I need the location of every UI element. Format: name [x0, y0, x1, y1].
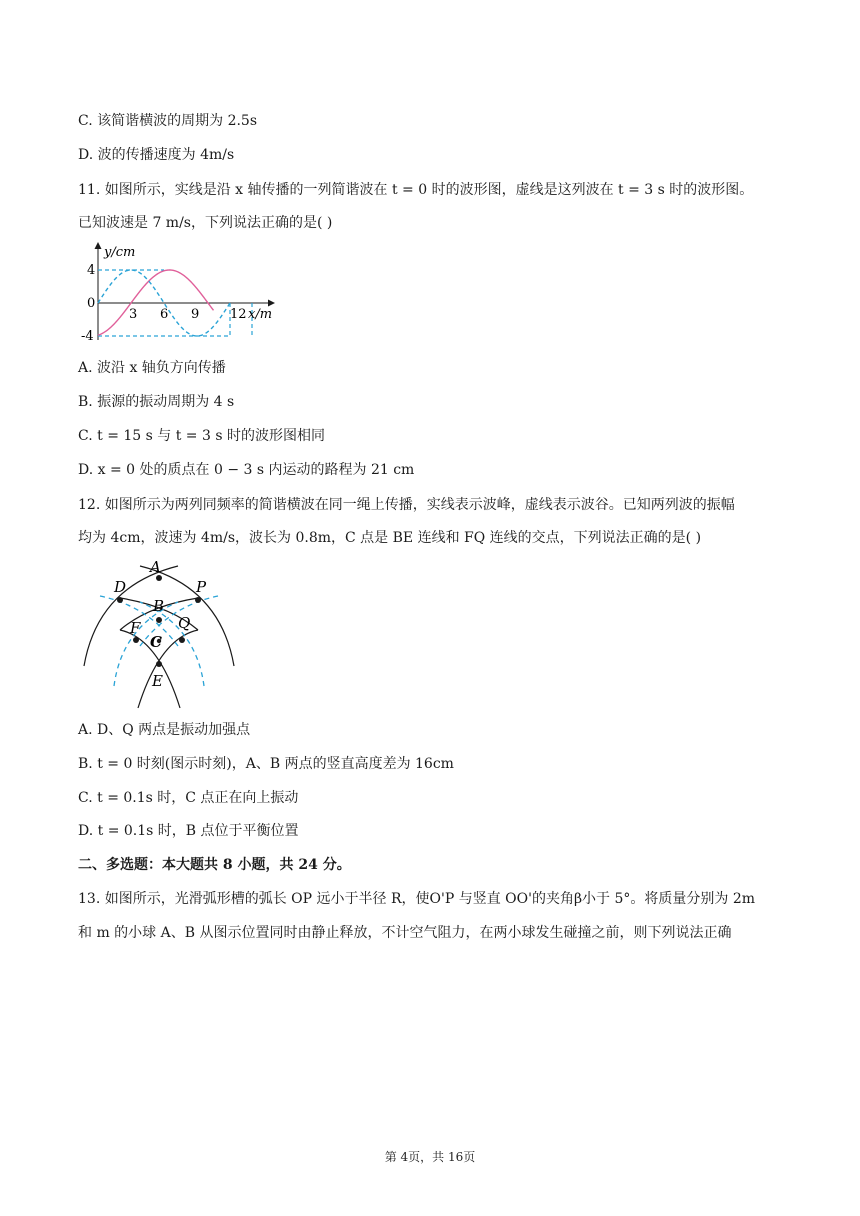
point-Q: [179, 637, 185, 643]
label-D: D: [114, 578, 127, 596]
page-footer: 第 4页，共 16页: [384, 1150, 476, 1164]
x-tick-3: 3: [129, 307, 138, 322]
label-P: P: [196, 578, 207, 596]
q11-option-c: C. t = 15 s 与 t = 3 s 时的波形图相同: [78, 428, 325, 444]
label-F: F: [130, 619, 141, 637]
q10-option-d: D. 波的传播速度为 4m/s: [78, 147, 235, 163]
interference-figure: [78, 556, 248, 710]
point-E: [156, 661, 162, 667]
x-tick-6: 6: [160, 307, 169, 322]
label-B: B: [153, 597, 165, 615]
label-C: C: [150, 633, 162, 651]
q12-option-d: D. t = 0.1s 时，B 点位于平衡位置: [78, 823, 299, 839]
y-tick-neg4: -4: [81, 329, 94, 344]
wave-x-label: x/m: [248, 307, 273, 322]
q12-option-c: C. t = 0.1s 时，C 点正在向上振动: [78, 790, 299, 806]
label-Q: Q: [178, 614, 191, 632]
wave-y-arrow: [95, 242, 102, 249]
q10-option-c: C. 该简谐横波的周期为 2.5s: [78, 113, 258, 129]
q11-option-b: B. 振源的振动周期为 4 s: [78, 394, 235, 410]
point-P: [195, 597, 201, 603]
point-D: [117, 597, 123, 603]
q12-option-b: B. t = 0 时刻(图示时刻)，A、B 两点的竖直高度差为 16cm: [78, 756, 454, 772]
point-F: [133, 637, 139, 643]
q12-stem-line2: 均为 4cm，波速为 4m/s，波长为 0.8m，C 点是 BE 连线和 FQ 连线的交点，下列说法正确的是( ): [78, 530, 702, 546]
x-tick-9: 9: [191, 307, 200, 322]
label-A: A: [150, 558, 161, 576]
q11-stem-line2: 已知波速是 7 m/s，下列说法正确的是( ): [78, 215, 333, 231]
q13-stem-line2: 和 m 的小球 A、B 从图示位置同时由静止释放，不计空气阻力，在两小球发生碰撞之前，则下列说法正确: [78, 925, 732, 941]
wave-figure: [78, 240, 278, 346]
section-heading-multiple-choice: 二、多选题：本大题共 8 小题，共 24 分。: [78, 857, 351, 873]
q11-option-d: D. x = 0 处的质点在 0 − 3 s 内运动的路程为 21 cm: [78, 462, 415, 478]
wave-x-arrow: [268, 300, 275, 307]
wave-y-label: y/cm: [104, 245, 136, 260]
q12-stem-line1: 12. 如图所示为两列同频率的简谐横波在同一绳上传播，实线表示波峰，虚线表示波谷。已知两列波的振幅: [78, 497, 735, 513]
x-tick-12: 12: [230, 307, 247, 322]
y-tick-0: 0: [87, 296, 96, 311]
q13-stem-line1: 13. 如图所示，光滑弧形槽的弧长 OP 远小于半径 R，使O'P 与竖直 OO'的夹角β小于 5°。将质量分别为 2m: [78, 891, 756, 907]
q11-option-a: A. 波沿 x 轴负方向传播: [78, 360, 226, 376]
q12-option-a: A. D、Q 两点是振动加强点: [78, 722, 251, 738]
point-B: [156, 617, 162, 623]
q11-stem-line1: 11. 如图所示，实线是沿 x 轴传播的一列简谐波在 t = 0 时的波形图，虚线是这列波在 t = 3 s 时的波形图。: [78, 182, 754, 198]
label-E: E: [152, 672, 163, 690]
y-tick-4: 4: [87, 263, 96, 278]
